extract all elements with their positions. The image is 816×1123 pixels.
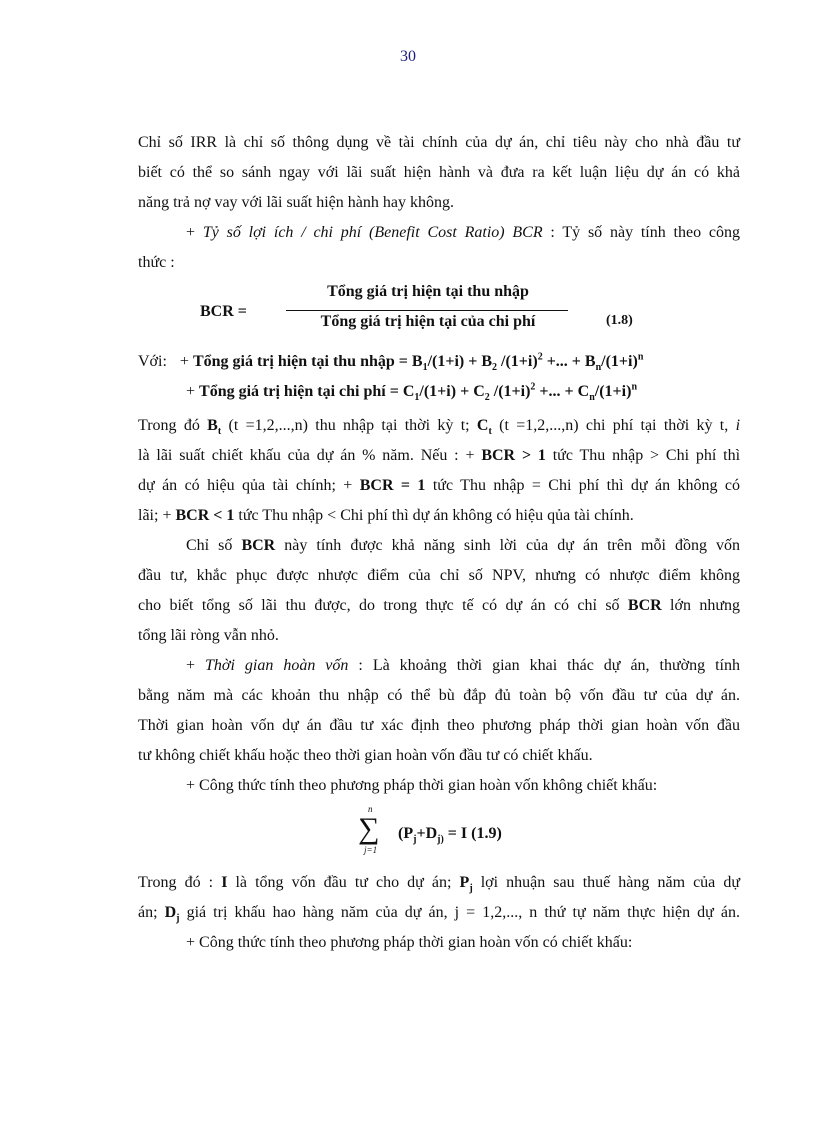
page-number: 30 — [400, 48, 416, 65]
equation-number-1-8: (1.8) — [606, 313, 633, 328]
with-line-1: Với: + Tổng giá trị hiện tại thu nhập = $B_1/(1+i) + B_2$ $/(1+i)^2$ +... + $B_n/(1+i)^n$ — [138, 351, 644, 374]
definition-line-1: Trong đó $B_t$ (t =1,2,...,n) thu nhập tại thời kỳ t; $C_t$ (t =1,2,...,n) chi phí tại thời kỳ t, i — [138, 417, 741, 438]
bcr-intro-line-2: thức : — [138, 254, 175, 271]
with-line-2: + Tổng giá trị hiện tại chi phí = $C_1/(1+i) + C_2$ $/(1+i)^2$ +... + $C_n/(1+i)^n$ — [186, 381, 638, 404]
paragraph-irr-line-3: năng trả nợ vay với lãi suất hiện hành hay không. — [138, 194, 454, 211]
payback-term: Thời gian hoàn vốn — [205, 657, 349, 674]
sum-lower-limit: j=1 — [364, 845, 378, 855]
definition-line-2: là lãi suất chiết khấu của dự án % năm. Nếu : + BCR > 1 tức Thu nhập > Chi phí thì — [138, 447, 741, 464]
payback-line-1: + Thời gian hoàn vốn : Là khoảng thời gian khai thác dự án, thường tính — [186, 657, 740, 674]
formula-intro-undiscounted: + Công thức tính theo phương pháp thời gian hoàn vốn không chiết khấu: — [186, 777, 658, 794]
definition-line-4: lãi; + BCR < 1 tức Thu nhập < Chi phí thì dự án không có hiệu qủa tài chính. — [138, 507, 634, 524]
payback-line-4: tư không chiết khấu hoặc theo thời gian hoàn vốn đầu tư có chiết khấu. — [138, 747, 593, 764]
payback-line-2: bằng năm mà các khoản thu nhập có thể bù đắp đủ toàn bộ vốn đầu tư của dự án. — [138, 687, 740, 704]
bcr-note-line-2: đầu tư, khắc phục được nhược điểm của chỉ số NPV, nhưng có nhược điểm không — [138, 567, 740, 584]
sigma-symbol: ∑ — [358, 812, 380, 845]
sum-body: ($P_j+D_{j)} = I$ (1.9) — [398, 825, 502, 846]
paragraph-irr-line-1: Chỉ số IRR là chỉ số thông dụng về tài chính của dự án, chỉ tiêu này cho nhà đầu tư — [138, 134, 740, 151]
bcr-intro-line-1: + Tỷ số lợi ích / chi phí (Benefit Cost Ratio) BCR : Tỷ số này tính theo công — [186, 224, 740, 241]
formula-bcr-numerator: Tổng giá trị hiện tại thu nhập — [327, 283, 529, 300]
payback-def-line-2: án; $D_j$ giá trị khấu hao hàng năm của dự án, j = 1,2,..., n thứ tự năm thực hiện dự án. — [138, 904, 740, 925]
bcr-note-line-3: cho biết tổng số lãi thu được, do trong thực tế có dự án có chỉ số BCR lớn nhưng — [138, 597, 740, 614]
bcr-note-line-1: Chỉ số BCR này tính được khả năng sinh lời của dự án trên mỗi đồng vốn — [186, 537, 741, 554]
fraction-bar — [286, 310, 568, 311]
payback-line-3: Thời gian hoàn vốn dự án đầu tư xác định theo phương pháp thời gian hoàn vốn đầu — [138, 717, 740, 734]
formula-intro-discounted: + Công thức tính theo phương pháp thời gian hoàn vốn có chiết khấu: — [186, 934, 633, 951]
sum-upper-limit: n — [368, 804, 373, 814]
formula-bcr-denominator: Tổng giá trị hiện tại của chi phí — [320, 313, 536, 330]
formula-payback-sum — [358, 804, 518, 858]
bcr-note-line-4: tổng lãi ròng vẫn nhỏ. — [138, 627, 279, 644]
paragraph-irr-line-2: biết có thể so sánh ngay với lãi suất hiện hành và đưa ra kết luận liệu dự án có khả — [138, 164, 740, 181]
formula-bcr-label: BCR = — [200, 303, 247, 320]
definition-line-3: dự án có hiệu qủa tài chính; + BCR = 1 tức Thu nhập = Chi phí thì dự án không có — [138, 477, 740, 494]
bcr-term: Tỷ số lợi ích / chi phí (Benefit Cost Ratio) BCR — [202, 224, 543, 241]
payback-def-line-1: Trong đó : I là tổng vốn đầu tư cho dự án; $P_j$ lợi nhuận sau thuế hàng năm của dự — [138, 874, 741, 895]
